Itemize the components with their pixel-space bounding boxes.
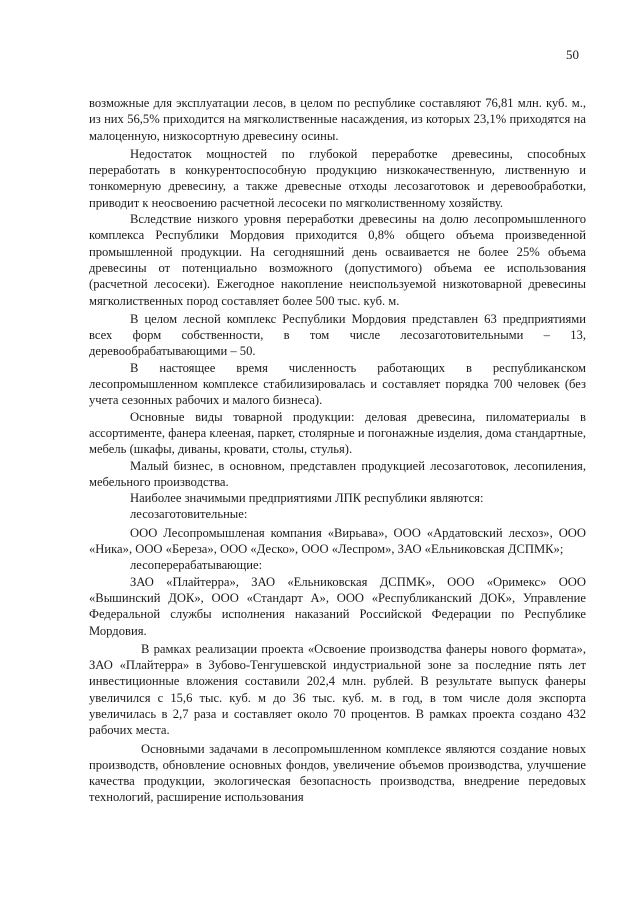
paragraph-industry-share: Вследствие низкого уровня переработки древесины на долю лесопромышленного комплекса Республики Мордовия приходится 0,8% общего объема произведенной промышленной продукции. На сегодняшний день осваивается не более 25% объема древесины от потенциально возможного (допустимого) объема ее использования (расчетной лесосеки). Ежегодное накопление неиспользуемой низкотоварной древесины мягколиственных пород составляет более 500 тыс. куб. м.	[89, 212, 586, 308]
paragraph-plywood-project: В рамках реализации проекта «Освоение производства фанеры нового формата», ЗАО «Плайтерра» в Зубово-Тенгушевской индустриальной зоне за последние пять лет инвестиционные вложения составили 202,4 млн. рублей. В результате выпуск фанеры увеличился с 15,6 тыс. куб. м до 36 тыс. куб. м. в год, в том числе доля экспорта увеличилась в 2,7 раза и составляет около 70 процентов. В рамках проекта создано 432 рабочих места.	[89, 641, 586, 738]
paragraph-product-types: Основные виды товарной продукции: деловая древесина, пиломатериалы в ассортименте, фанера клееная, паркет, столярные и погонажные изделия, дома стандартные, мебель (шкафы, диваны, кровати, столы, стулья).	[89, 409, 586, 457]
page-number: 50	[566, 47, 579, 62]
document-body	[89, 95, 586, 806]
paragraph-small-business: Малый бизнес, в основном, представлен продукцией лесозаготовок, лесопиления, мебельного производства.	[89, 458, 586, 489]
list-heading-processing: лесоперерабатывающие:	[130, 558, 263, 573]
paragraph-key-enterprises: Наиболее значимыми предприятиями ЛПК республики являются:	[130, 491, 484, 506]
paragraph-enterprise-count: В целом лесной комплекс Республики Мордовия представлен 63 предприятиями всех форм собственности, в том числе лесозаготовительными – 13, деревообрабатывающими – 50.	[89, 311, 586, 359]
paragraph-forest-resources: возможные для эксплуатации лесов, в целом по республике составляют 76,81 млн. куб. м., из них 56,5% приходится на мягколиственные насаждения, из которых 23,1% приходятся на малоценную, низкосортную древесину осины.	[89, 96, 586, 143]
list-logging-companies: ООО Лесопромышленая компания «Вирьава», ООО «Ардатовский лесхоз», ООО «Ника», ООО «Береза», ООО «Деско», ООО «Леспром», ЗАО «Ельниковская ДСПМК»;	[89, 525, 586, 557]
list-heading-logging: лесозаготовительные:	[130, 507, 248, 522]
paragraph-processing-capacity: Недостаток мощностей по глубокой переработке древесины, способных переработать в конкурентоспособную продукцию низкокачественную, лиственную и тонкомерную древесину, а также древесные отходы лесозаготовок и деревообработки, приводит к неосвоению расчетной лесосеки по мягколиственному хозяйству.	[89, 146, 586, 210]
list-processing-companies: ЗАО «Плайтерра», ЗАО «Ельниковская ДСПМК», ООО «Оримекс» ООО «Вышинский ДОК», ООО «Стандарт А», ООО «Республиканский ДОК», Управление Федеральной службы исполнения наказаний Российской Федерации по Республике Мордовия.	[89, 574, 586, 638]
paragraph-employment: В настоящее время численность работающих в республиканском лесопромышленном комплексе стабилизировалась и составляет порядка 700 человек (без учета сезонных рабочих и малого бизнеса).	[89, 360, 586, 408]
paragraph-main-tasks: Основными задачами в лесопромышленном комплексе являются создание новых производств, обновление основных фондов, увеличение объемов производства, улучшение качества продукции, экологическая безопасность производства, внедрение передовых технологий, расширение использования	[89, 741, 586, 805]
